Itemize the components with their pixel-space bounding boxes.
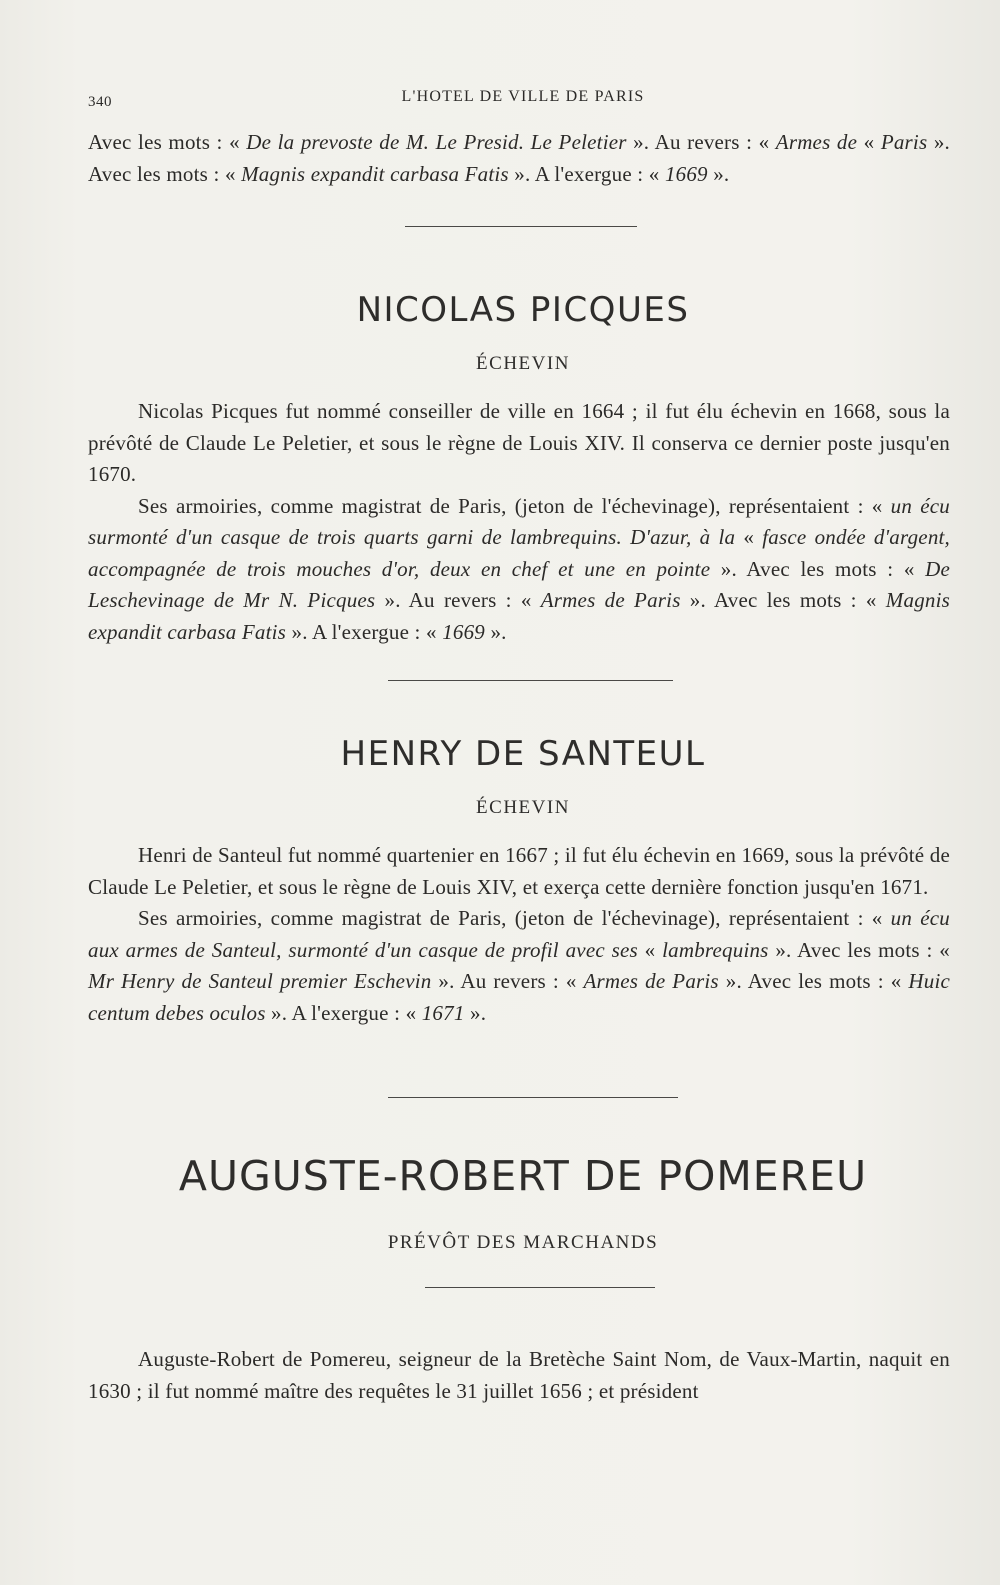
italic-inscription: Huic centum debes oculos <box>88 969 950 1025</box>
text-run: ». Avec les mots : « <box>768 937 950 962</box>
text-run: Avec les mots : « <box>88 130 247 154</box>
santeul-body <box>88 840 950 1029</box>
picques-paragraph-2 <box>88 491 950 649</box>
intro-paragraph <box>88 127 950 190</box>
pomereu-body <box>88 1344 950 1407</box>
text-run: ». <box>707 161 730 186</box>
section-subheading-santeul: ÉCHEVIN <box>476 797 570 818</box>
section-divider <box>425 1287 655 1288</box>
section-subheading-pomereu: PRÉVÔT DES MARCHANDS <box>387 1232 659 1253</box>
text-run: ». <box>485 619 507 644</box>
italic-inscription: Mr Henry de Santeul premier Eschevin <box>88 969 432 993</box>
text-run: ». Avec les mots : « <box>710 556 926 581</box>
italic-inscription: Magnis expandit carbasa Fatis <box>241 161 509 186</box>
section-divider <box>405 226 637 227</box>
text-run: ». A l'exergue : « <box>508 161 665 186</box>
intro-text <box>88 127 950 190</box>
text-run: « <box>857 130 881 154</box>
section-heading-santeul: HENRY DE SANTEUL <box>340 734 706 774</box>
italic-inscription: Armes de Paris <box>583 969 719 993</box>
italic-inscription: De la prevoste de M. Le Presid. Le Peletier <box>246 130 627 154</box>
text-run: ». A l'exergue : « <box>286 619 443 644</box>
italic-date: 1669 <box>664 161 708 186</box>
italic-inscription: De Leschevinage de Mr N. Picques <box>88 556 950 612</box>
italic-date: 1671 <box>421 1000 465 1025</box>
santeul-paragraph-2 <box>88 903 950 1029</box>
text-run: Ses armoiries, comme magistrat de Paris, (jeton de l'échevinage), représentaient : « <box>138 906 891 930</box>
section-heading-pomereu: AUGUSTE-ROBERT DE POMEREU <box>178 1152 868 1200</box>
italic-blazon: fasce ondée d'argent, accompagnée de trois mouches d'or, deux en chef et une en pointe <box>88 525 950 581</box>
text-run: ». Avec les mots : « <box>718 969 909 993</box>
running-head <box>88 88 958 112</box>
text-run: ». A l'exergue : « <box>265 1000 422 1025</box>
running-title: L'HOTEL DE VILLE DE PARIS <box>401 88 645 105</box>
section-heading-picques: NICOLAS PICQUES <box>356 290 690 330</box>
page-number: 340 <box>88 94 112 110</box>
italic-inscription: Paris <box>880 130 928 154</box>
italic-date: 1669 <box>442 619 485 644</box>
text-run: ». <box>464 1000 487 1025</box>
italic-blazon: un écu aux armes de Santeul, surmonté d'un casque de profil avec ses <box>88 906 950 962</box>
text-run: Ses armoiries, comme magistrat de Paris, (jeton de l'échevinage), représentaient : « <box>138 493 891 518</box>
picques-paragraph-1: Nicolas Picques fut nommé conseiller de ville en 1664 ; il fut élu échevin en 1668, sous la prévôté de Claude Le Peletier, et sous le règne de Louis XIV. Il conserva ce dernier poste jusqu'en 1670. <box>88 399 950 486</box>
santeul-paragraph-1: Henri de Santeul fut nommé quartenier en 1667 ; il fut élu échevin en 1669, sous la prévôté de Claude Le Peletier, et sous le règne de Louis XIV, et exerça cette dernière fonction jusqu'en 1671. <box>88 843 950 899</box>
text-run: « <box>735 525 763 549</box>
text-run: ». Au revers : « <box>626 130 776 154</box>
italic-inscription: Armes de <box>775 130 858 154</box>
italic-inscription: Magnis expandit carbasa Fatis <box>88 588 950 644</box>
text-run: ». Au revers : « <box>431 969 584 993</box>
section-divider <box>388 1097 678 1098</box>
text-run: ». Avec les mots : « <box>680 588 886 612</box>
italic-blazon: lambrequins <box>662 937 769 962</box>
picques-body <box>88 396 950 648</box>
text-run: ». Avec les mots : « <box>88 130 950 186</box>
text-run: « <box>637 937 663 962</box>
section-divider <box>388 680 673 681</box>
text-run: ». Au revers : « <box>375 588 541 612</box>
pomereu-paragraph-1: Auguste-Robert de Pomereu, seigneur de la Bretèche Saint Nom, de Vaux-Martin, naquit en 1630 ; il fut nommé maître des requêtes le 31 juillet 1656 ; et président <box>88 1347 950 1403</box>
italic-inscription: Armes de Paris <box>540 588 681 612</box>
section-subheading-picques: ÉCHEVIN <box>476 353 570 374</box>
italic-blazon: un écu surmonté d'un casque de trois quarts garni de lambrequins. D'azur, à la <box>88 493 950 549</box>
